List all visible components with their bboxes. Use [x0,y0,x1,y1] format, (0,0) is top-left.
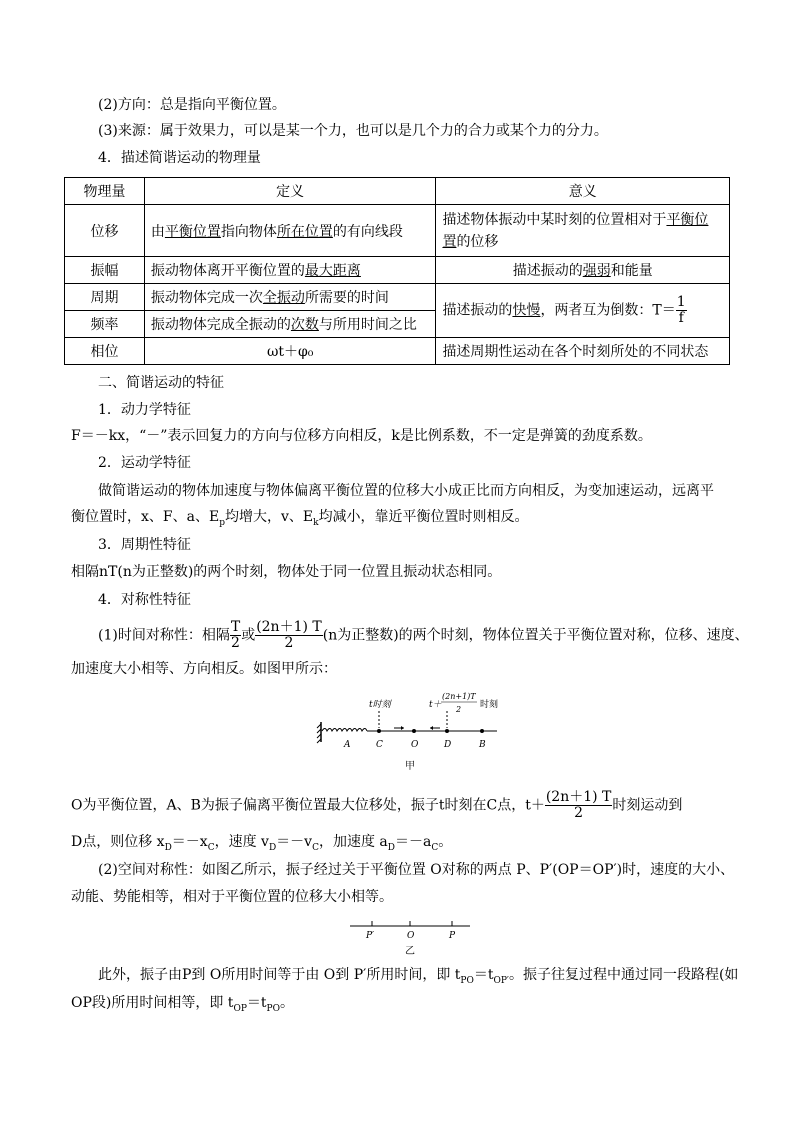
row-displacement-name: 位移 [65,205,145,257]
table-row [65,338,730,365]
moment-fraction: $\frac{(2n+1) T}{2}$ [545,789,612,821]
space-symmetry-text-1: (2)空间对称性：如图乙所示，振子经过关于平衡位置 O对称的两点 P、P′(OP＝OP′)时，速度的大小、 [98,862,735,878]
table-header-row [65,178,730,205]
odd-half-period-fraction: $\frac{(2n+1) T}{2}$ [256,619,322,651]
point-C-label: C [376,740,383,750]
kinematics-text-2: 衡位置时，x、F、a、$E_p$均增大，v、$E_k$均减小，靠近平衡位置时则相反。 [71,509,529,528]
t-time-label: t时刻 [369,700,391,710]
row-period-def: 振动物体完成一次全振动所需要的时间 [144,284,436,311]
points-text-2: D点，则位移 $x_D=-x_C$，速度 $v_D=-v_C$，加速度 $a_D=-a_C$。 [71,834,453,853]
point-O-label: O [411,740,419,750]
wall-icon [317,722,321,743]
row-frequency-name: 频率 [65,311,145,338]
row-phase-def: ωt＋φ₀ [144,338,436,365]
reciprocal-fraction: $\frac{1}{f}$ [676,294,686,326]
row-period-frequency-meaning: 描述振动的快慢，两者互为倒数：T＝ $\frac{1}{f}$ [436,284,730,338]
figure-jia [312,690,512,776]
header-definition: 定义 [144,178,436,205]
point-P-label: P [449,931,456,941]
point-D-label: D [444,740,452,750]
subheading-kinematics: 2．运动学特征 [98,455,191,471]
table-row [65,284,730,311]
extra-text-1: 此外，振子由P到 O所用时间等于由 O到 P′所用时间，即 $t_{PO}=t_{OP'}$。振子往复过程中通过同一段路程(如 [98,967,739,986]
figure-jia-caption: 甲 [405,761,415,772]
points-text-1: O为平衡位置，A、B为振子偏离平衡位置最大位移处，振子t时刻在C点，t＋ $\frac{(2n+1) T}{2}$ 时刻运动到 [71,789,683,821]
row-amplitude-meaning: 描述振动的强弱和能量 [436,257,730,284]
table-row [65,205,730,257]
row-amplitude-def: 振动物体离开平衡位置的最大距离 [144,257,436,284]
table-row [65,257,730,284]
row-amplitude-name: 振幅 [65,257,145,284]
point-B-label: B [479,740,486,750]
kinematics-text-1: 做简谐运动的物体加速度与物体偏离平衡位置的位移大小成正比而方向相反，为变加速运动，远离平 [98,483,714,499]
half-period-fraction: $\frac{T}{2}$ [230,619,241,651]
spring-icon [322,729,367,732]
row-period-name: 周期 [65,284,145,311]
point-A-label: A [344,740,351,750]
figure-yi [348,916,472,960]
row-phase-name: 相位 [65,338,145,365]
t2-suffix-label: 时刻 [480,700,499,710]
t2-prefix-label: t＋ [429,700,442,710]
subheading-symmetry: 4．对称性特征 [98,592,191,608]
row-phase-meaning: 描述周期性运动在各个时刻所处的不同状态 [436,338,730,365]
point-P-prime-label: P′ [366,931,375,941]
time-symmetry-text-1: (1)时间对称性：相隔 $\frac{T}{2}$ 或 $\frac{(2n+1) T}{2}$ (n为正整数)的两个时刻，物体位置关于平衡位置对称，位移、速度、 [98,619,749,651]
dynamics-text: F＝－kx，“－”表示回复力的方向与位移方向相反，k是比例系数，不一定是弹簧的劲度系数。 [71,428,652,444]
header-quantity: 物理量 [65,178,145,205]
time-symmetry-text-2: 加速度大小相等、方向相反。如图甲所示： [71,661,337,677]
subheading-periodicity: 3．周期性特征 [98,537,191,553]
row-displacement-def: 由平衡位置指向物体所在位置的有向线段 [144,205,436,257]
section-heading-features: 二、简谐运动的特征 [98,375,224,391]
extra-text-2: OP段)所用时间相等，即 $t_{OP}=t_{PO}$。 [71,995,294,1014]
t2-fraction-num: (2n+1)T [442,692,476,701]
space-symmetry-text-2: 动能、势能相等，相对于平衡位置的位移大小相等。 [71,889,393,905]
source-line: (3)来源：属于效果力，可以是某一个力，也可以是几个力的合力或某个力的分力。 [98,123,608,139]
section-heading-quantities: 4．描述简谐运动的物理量 [98,150,261,166]
t2-fraction-den: 2 [456,705,462,714]
row-displacement-meaning: 描述物体振动中某时刻的位置相对于平衡位 置的位移 [436,205,730,257]
direction-line: (2)方向：总是指向平衡位置。 [98,97,286,113]
figure-yi-caption: 乙 [405,946,415,957]
quantities-table [64,177,730,365]
subheading-dynamics: 1．动力学特征 [98,402,191,418]
periodicity-text: 相隔nT(n为正整数)的两个时刻，物体处于同一位置且振动状态相同。 [71,564,502,580]
point-O-label: O [407,931,415,941]
row-frequency-def: 振动物体完成全振动的次数与所用时间之比 [144,311,436,338]
header-meaning: 意义 [436,178,730,205]
